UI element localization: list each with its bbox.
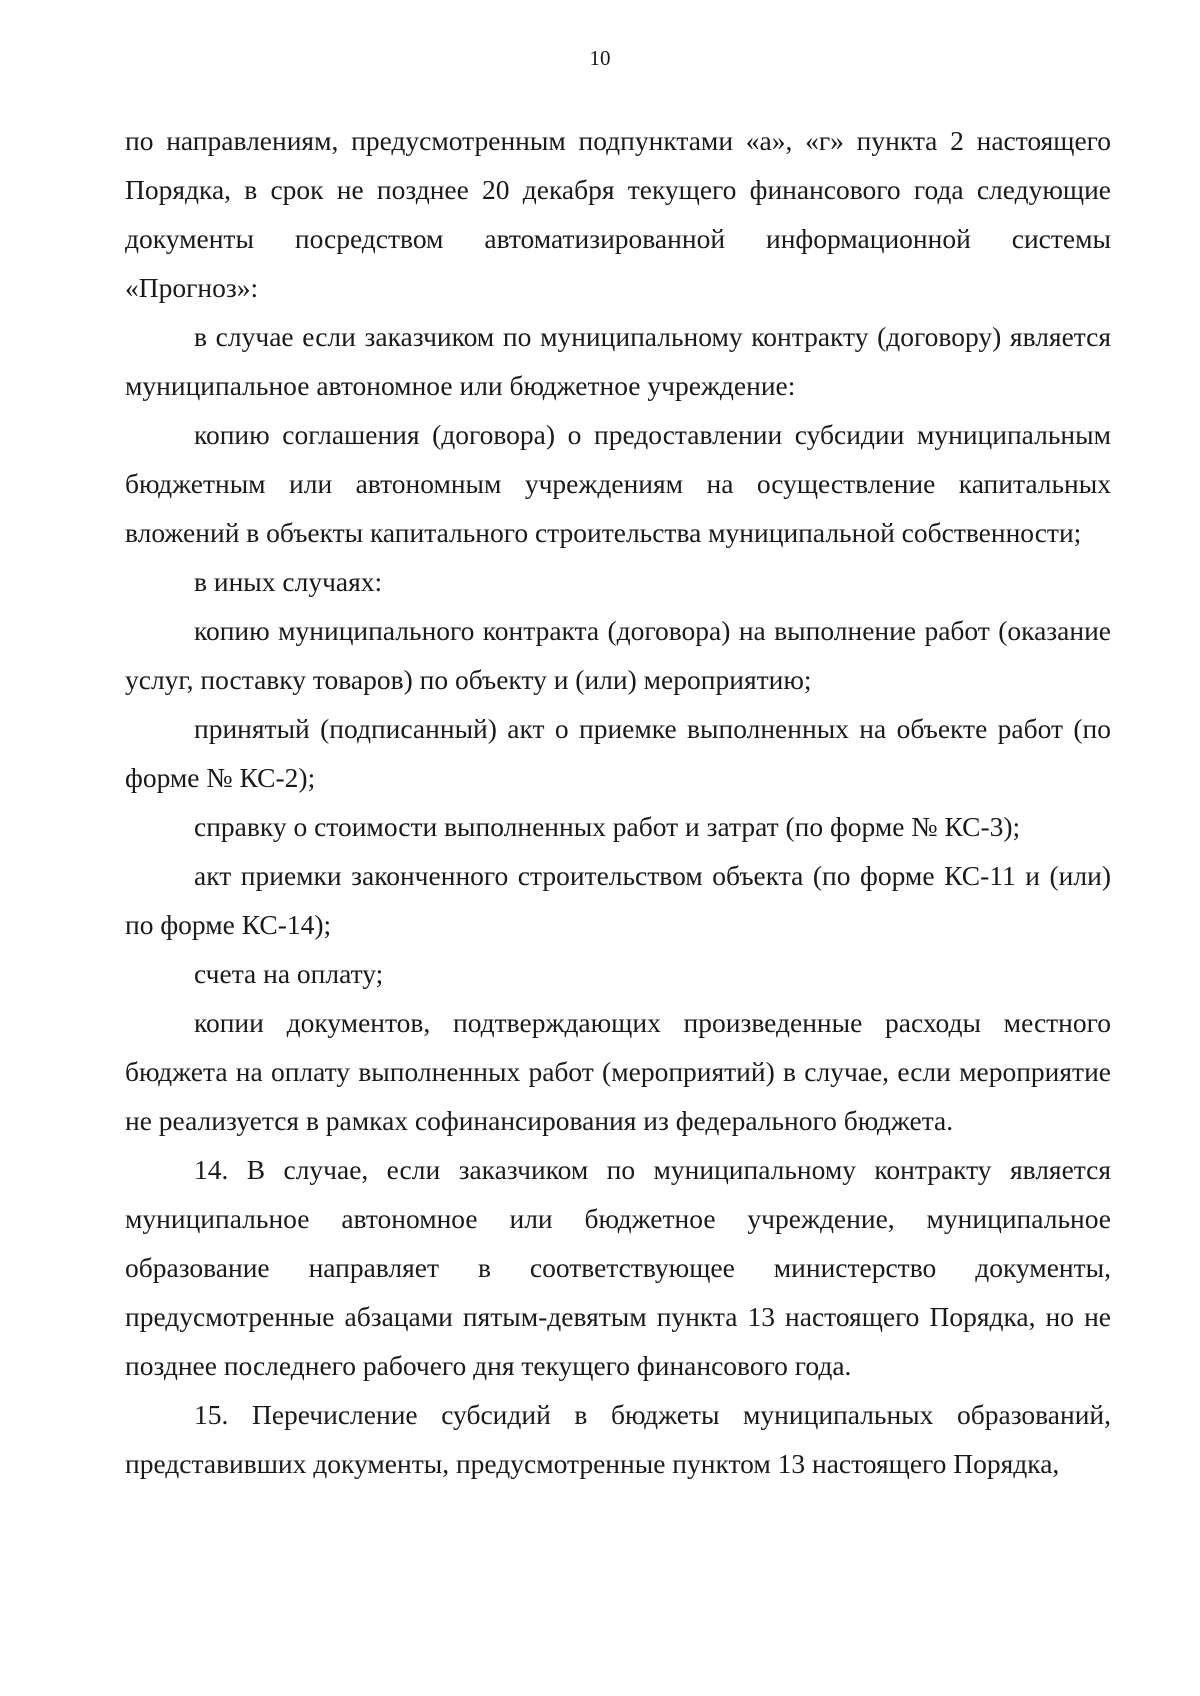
paragraph: копию муниципального контракта (договора) на выполнение работ (оказание услуг, поставку товаров) по объекту и (или) мероприятию; <box>125 615 1111 695</box>
paragraph: акт приемки законченного строительством объекта (по форме КС-11 и (или) по форме КС-14); <box>125 860 1111 940</box>
paragraph: счета на оплату; <box>194 958 384 989</box>
paragraph: по направлениям, предусмотренным подпунктами «а», «г» пункта 2 настоящего Порядка, в срок не позднее 20 декабря текущего финансового года следующие документы посредством автоматизированной информационной системы «Прогноз»: <box>125 125 1111 303</box>
paragraph: 14. В случае, если заказчиком по муниципальному контракту является муниципальное автономное или бюджетное учреждение, муниципальное образование направляет в соответствующее министерство документы, предусмотренные абзацами пятым-девятым пункта 13 настоящего Порядка, но не позднее последнего рабочего дня текущего финансового года. <box>125 1154 1111 1381</box>
paragraph: в иных случаях: <box>194 566 383 597</box>
paragraph: принятый (подписанный) акт о приемке выполненных на объекте работ (по форме № КС-2); <box>125 713 1111 793</box>
paragraph: в случае если заказчиком по муниципальному контракту (договору) является муниципальное автономное или бюджетное учреждение: <box>125 321 1111 401</box>
page-number: 10 <box>589 46 611 70</box>
paragraph: копии документов, подтверждающих произведенные расходы местного бюджета на оплату выполненных работ (мероприятий) в случае, если мероприятие не реализуется в рамках софинансирования из федерального бюджета. <box>125 1007 1111 1136</box>
paragraph: копию соглашения (договора) о предоставлении субсидии муниципальным бюджетным или автономным учреждениям на осуществление капитальных вложений в объекты капитального строительства муниципальной собственности; <box>125 419 1111 548</box>
paragraph: 15. Перечисление субсидий в бюджеты муниципальных образований, представивших документы, предусмотренные пунктом 13 настоящего Порядка, <box>125 1399 1111 1479</box>
paragraph: справку о стоимости выполненных работ и затрат (по форме № КС-3); <box>194 811 1021 842</box>
document-body <box>125 116 1111 1488</box>
